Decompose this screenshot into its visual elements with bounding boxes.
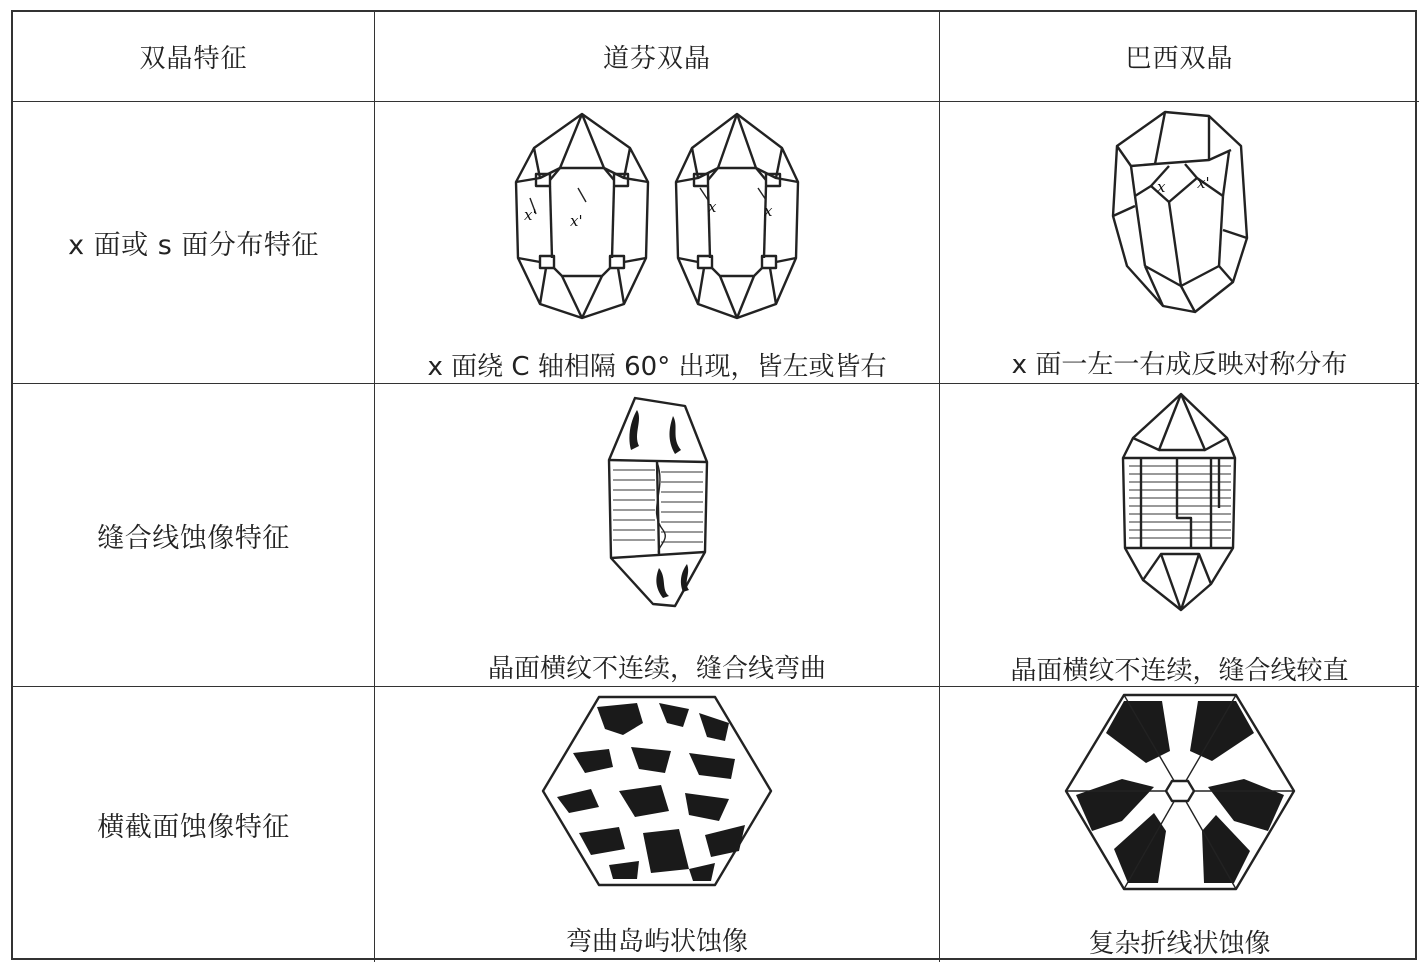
brazil-etched-crystal: [1115, 388, 1245, 614]
header-twin-feature: 双晶特征: [13, 12, 375, 102]
header-brazil-twin: 巴西双晶: [940, 12, 1419, 102]
hexagon-etch-pattern-icon: [1062, 691, 1298, 893]
dauphine-crystal-pair: [512, 108, 802, 322]
caption-brazil-cross-section: 复杂折线状蚀像: [1088, 929, 1271, 959]
x-face-label: x: [708, 198, 717, 216]
etched-crystal-icon: [597, 390, 717, 612]
quartz-crystal-icon: [512, 108, 652, 322]
quartz-crystal-icon: [672, 108, 802, 322]
quartz-crystal-icon: [1105, 106, 1255, 314]
etched-crystal-icon: [1115, 388, 1245, 614]
dauphine-etched-crystal: [597, 390, 717, 612]
x-face-label: x': [524, 206, 537, 224]
cell-dauphine-suture-etch: [375, 384, 940, 687]
cell-dauphine-cross-section: [375, 687, 940, 962]
cell-brazil-cross-section: [940, 687, 1419, 962]
brazil-cross-section: [1062, 691, 1298, 893]
caption-brazil-x-face: x 面一左一右成反映对称分布: [1011, 350, 1348, 380]
brazil-crystal: [1105, 106, 1255, 314]
x-face-label: x': [1196, 174, 1210, 192]
x-face-label: x: [764, 202, 773, 220]
caption-dauphine-suture-etch: 晶面横纹不连续，缝合线弯曲: [487, 654, 826, 684]
cell-brazil-suture-etch: [940, 384, 1419, 687]
twin-comparison-table: [11, 10, 1417, 960]
row-label-x-face: x 面或 s 面分布特征: [13, 102, 375, 384]
caption-dauphine-x-face: x 面绕 C 轴相隔 60° 出现，皆左或皆右: [427, 352, 887, 382]
cell-dauphine-x-face: [375, 102, 940, 384]
x-face-label: x': [570, 212, 583, 230]
row-label-suture-etch: 缝合线蚀像特征: [13, 384, 375, 687]
dauphine-cross-section: [539, 693, 775, 889]
caption-brazil-suture-etch: 晶面横纹不连续，缝合线较直: [1010, 656, 1349, 686]
header-dauphine-twin: 道芬双晶: [375, 12, 940, 102]
cell-brazil-x-face: [940, 102, 1419, 384]
x-face-label: x: [1156, 178, 1165, 196]
hexagon-etch-pattern-icon: [539, 693, 775, 889]
caption-dauphine-cross-section: 弯曲岛屿状蚀像: [565, 927, 748, 957]
row-label-cross-section-etch: 横截面蚀像特征: [13, 687, 375, 962]
